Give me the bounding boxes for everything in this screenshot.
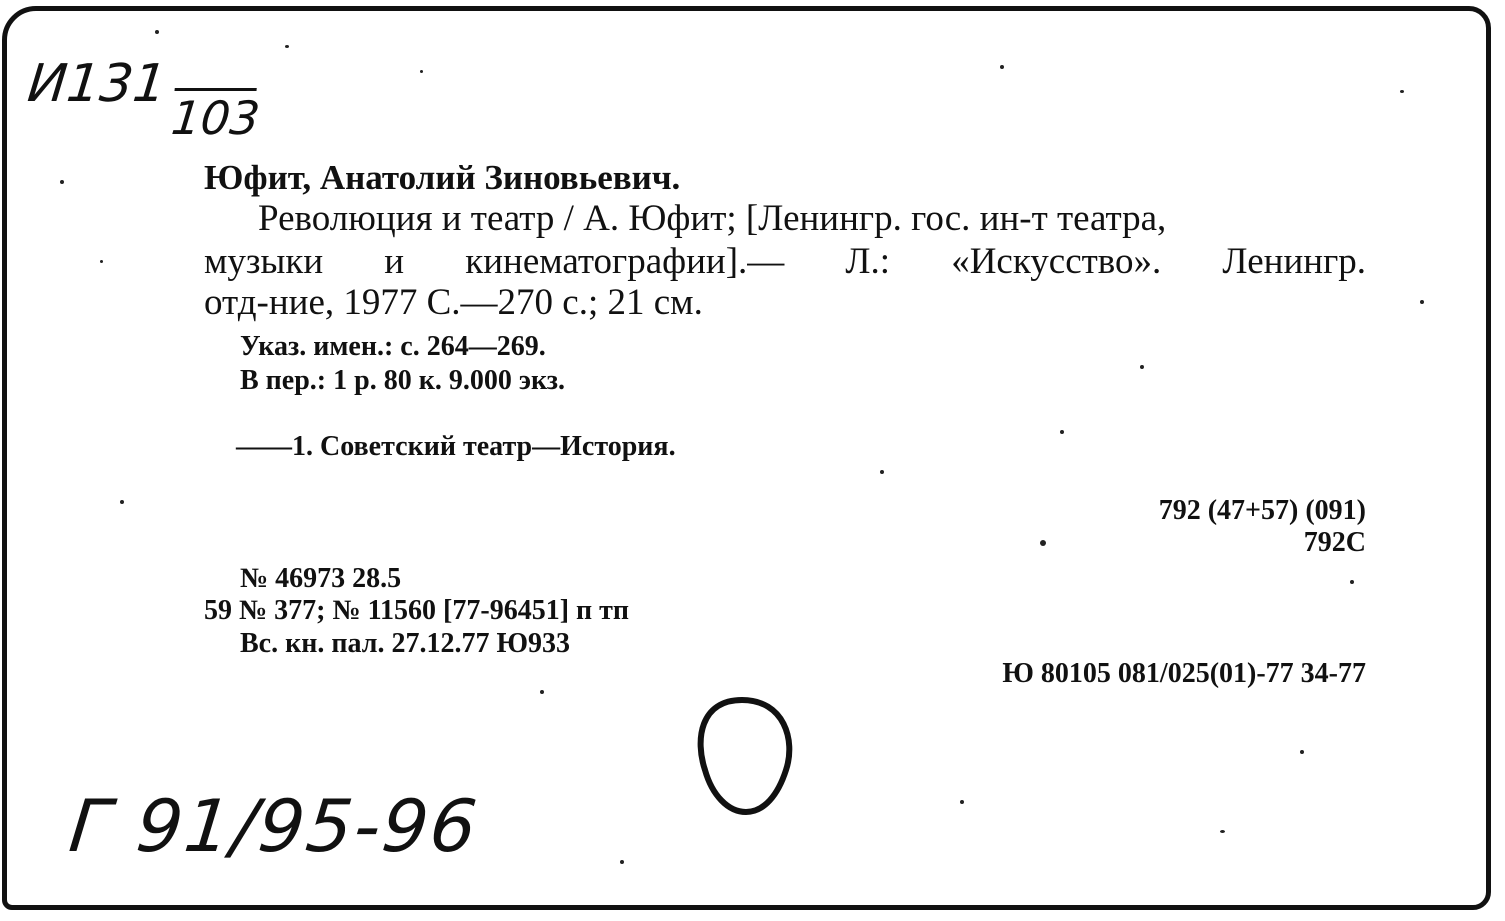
speck	[1040, 540, 1046, 546]
udc-code: 792 (47+57) (091)	[1158, 495, 1366, 526]
author-heading: Юфит, Анатолий Зиновьевич.	[204, 158, 681, 197]
inventory-number: Г 91/95-96	[65, 784, 483, 868]
speck	[1400, 90, 1404, 93]
note-price: В пер.: 1 р. 80 к. 9.000 экз.	[240, 365, 565, 396]
speck	[60, 180, 64, 184]
speck	[1060, 430, 1064, 434]
speck	[120, 500, 124, 504]
speck	[1300, 750, 1304, 754]
book-chamber-stamp: Вс. кн. пал. 27.12.77 Ю933	[240, 628, 570, 659]
shelfmark-fraction: 103	[169, 88, 257, 141]
note-index: Указ. имен.: с. 264—269.	[240, 331, 546, 362]
speck	[155, 30, 159, 34]
title-line-2: музыки и кинематографии].— Л.: «Искусство». Ленингр.	[204, 241, 1366, 282]
speck	[1420, 300, 1424, 304]
speck	[880, 470, 884, 474]
speck	[100, 260, 103, 263]
speck	[420, 70, 423, 73]
shelfmark-prefix: И131	[24, 54, 170, 114]
speck	[285, 45, 289, 48]
speck	[1350, 580, 1354, 584]
registry-order: 59 № 377; № 11560 [77-96451] п тп	[204, 595, 630, 626]
title-line-1: Революция и театр / А. Юфит; [Ленингр. гос. ин-т театра,	[258, 198, 1167, 239]
speck	[1220, 830, 1225, 833]
speck	[960, 800, 964, 804]
title-line-3: отд-ние, 1977 С.—270 с.; 21 см.	[204, 282, 703, 323]
speck	[1140, 365, 1144, 369]
speck	[540, 690, 544, 694]
speck	[1000, 65, 1004, 69]
subject-heading: ——1. Советский театр—История.	[236, 431, 676, 462]
bbk-code: 792С	[1303, 527, 1366, 558]
speck	[620, 860, 624, 864]
registry-number: № 46973 28.5	[240, 563, 402, 594]
publisher-code: Ю 80105 081/025(01)-77 34-77	[1002, 658, 1366, 689]
